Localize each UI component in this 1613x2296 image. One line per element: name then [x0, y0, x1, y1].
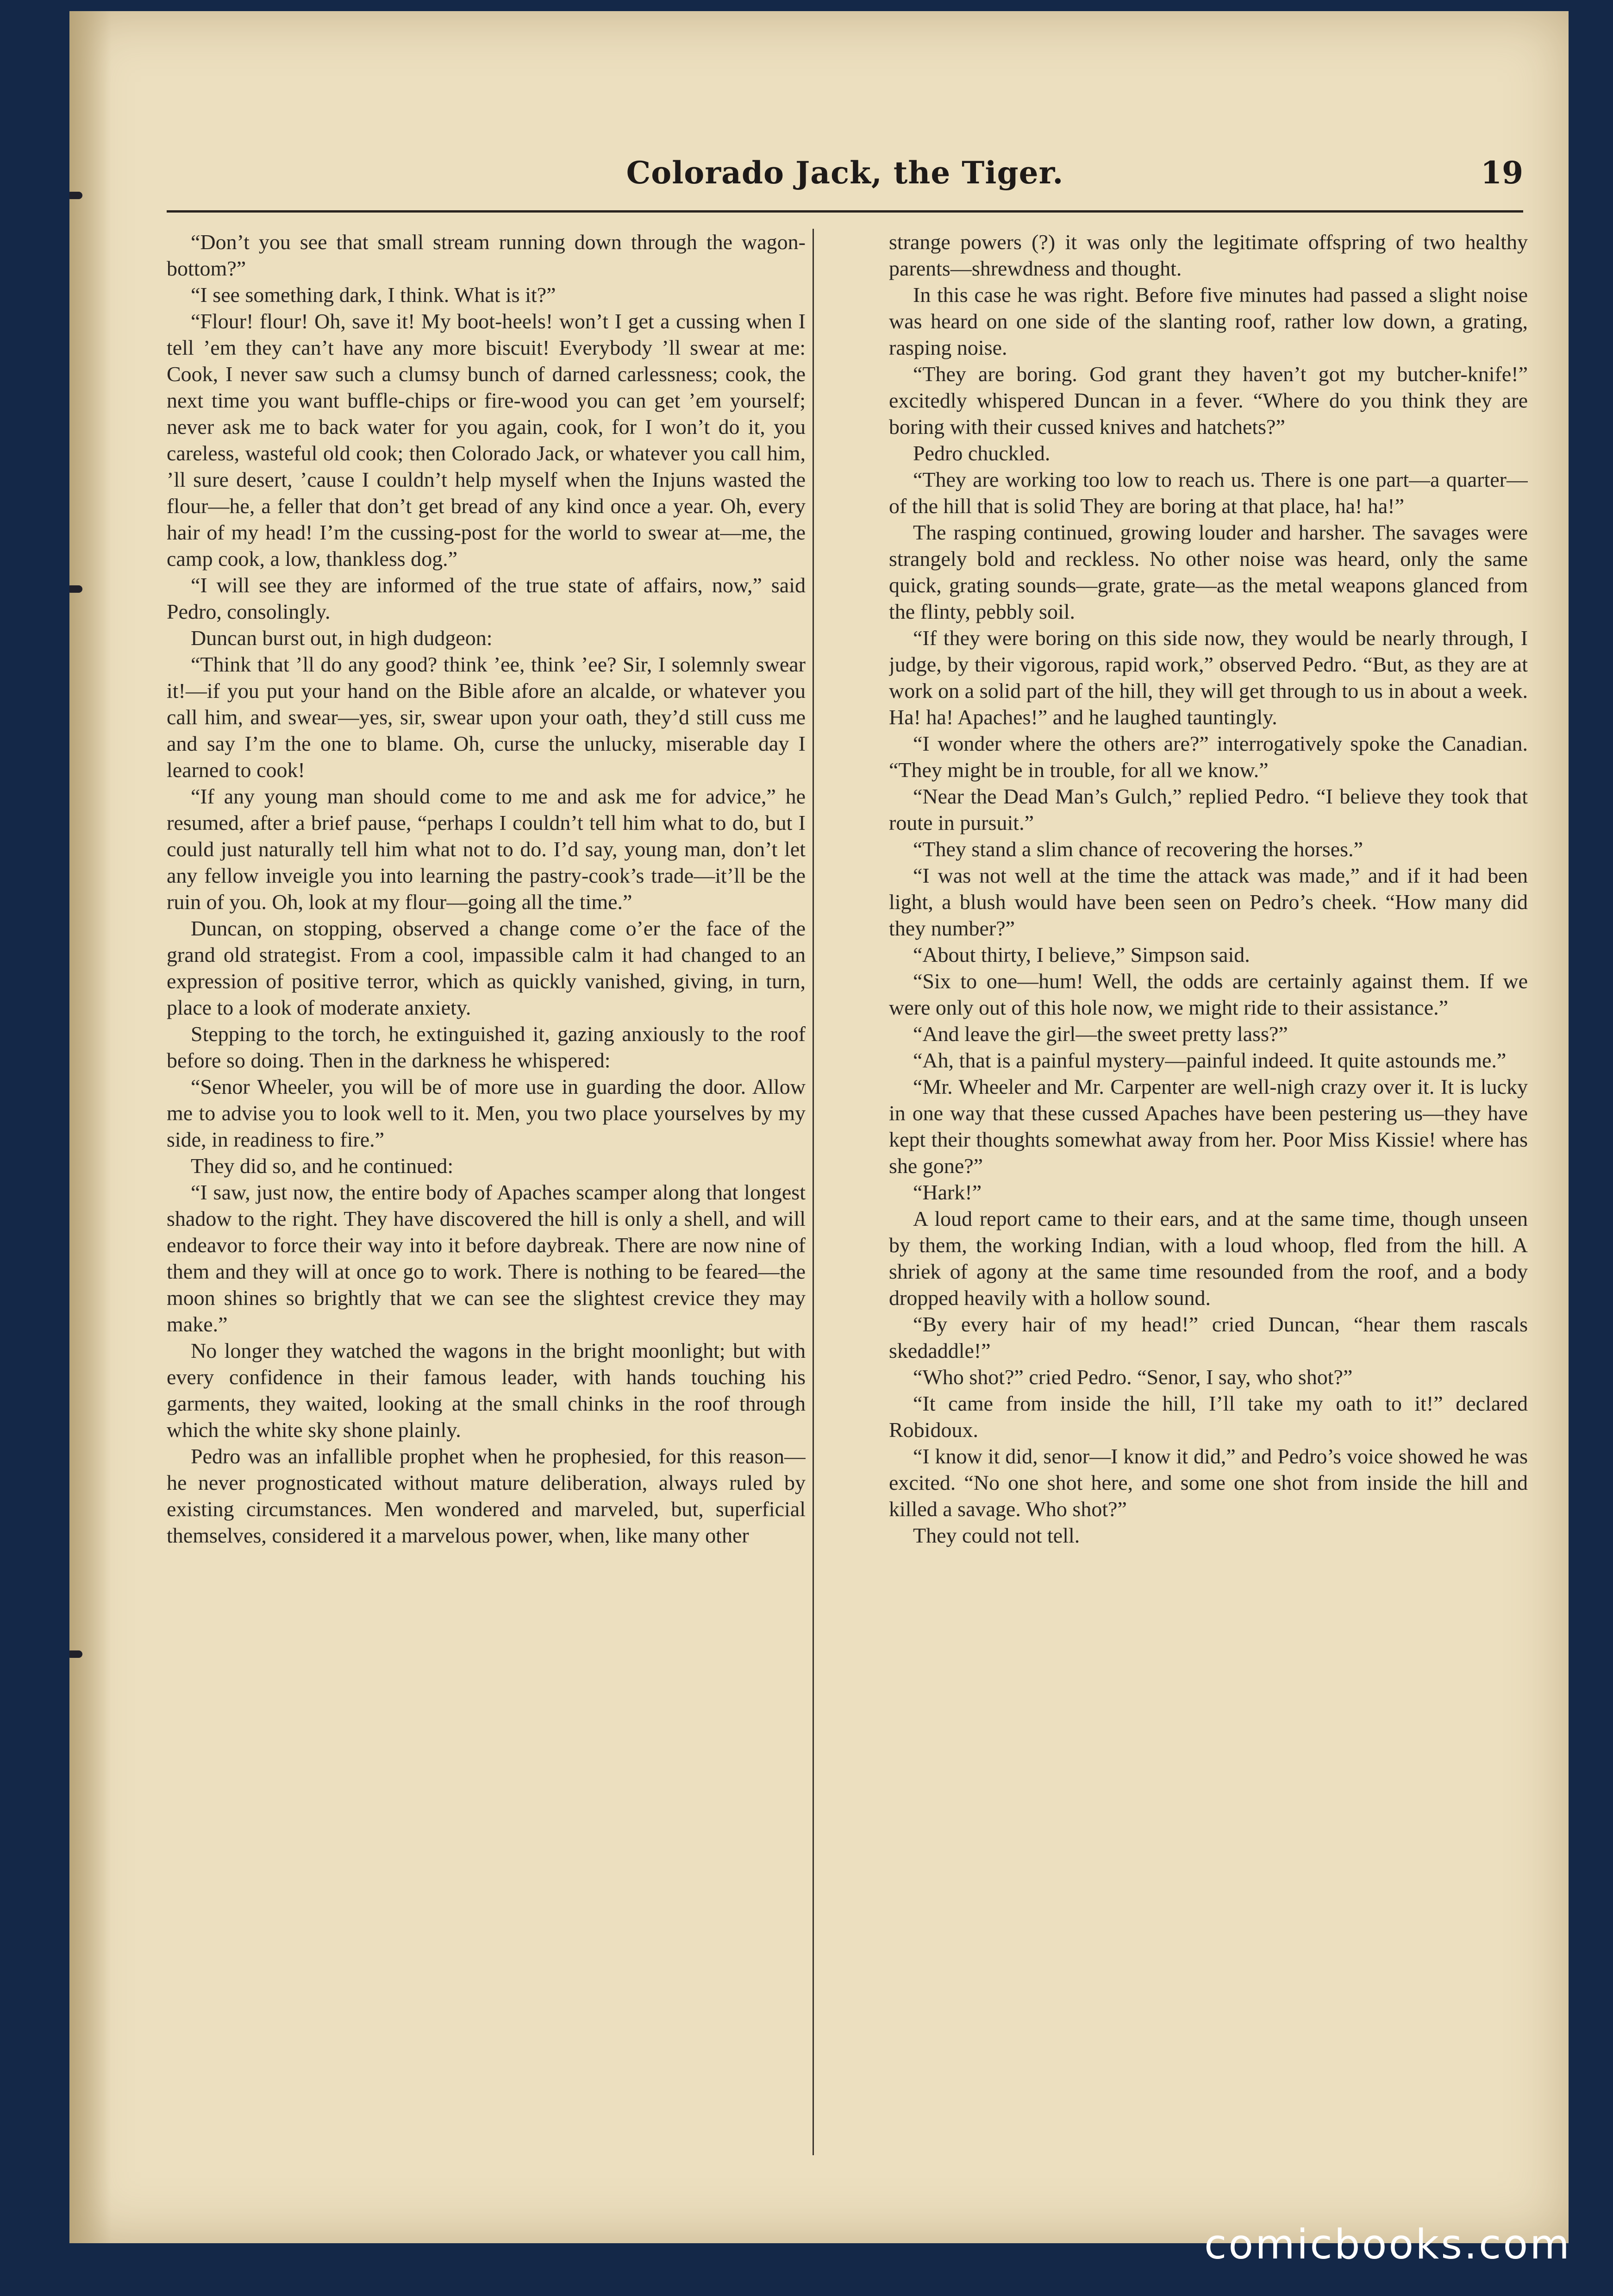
staple-mark	[69, 585, 82, 593]
paragraph: “Who shot?” cried Pedro. “Senor, I say, who shot?”	[913, 1365, 1353, 1389]
page-header	[167, 155, 1523, 206]
staple-mark	[69, 192, 82, 199]
paragraph: A loud report came to their ears, and at the same time, though unseen by them, the working Indian, with a loud whoop, fled from the hill. A shriek of agony at the same time resounded from the roof, and a body dropped heavily with a hollow sound.	[889, 1207, 1528, 1310]
paragraph: “They are boring. God grant they haven’t got my butcher-knife!” excitedly whispered Duncan in a fever. “Where do you think they are boring with their cussed knives and hatchets?”	[889, 362, 1528, 439]
paragraph: “Senor Wheeler, you will be of more use in guarding the door. Allow me to advise you to look well to it. Men, you two place yourselves by my side, in readiness to fire.”	[167, 1075, 806, 1151]
paragraph: Pedro chuckled.	[913, 441, 1050, 465]
header-rule	[167, 210, 1523, 213]
paragraph: “Don’t you see that small stream running down through the wagon-bottom?”	[167, 230, 806, 280]
paragraph: “Flour! flour! Oh, save it! My boot-heels! won’t I get a cussing when I tell ’em they can’t have any more biscuit! Everybody ’ll swear at me: Cook, I never saw such a clumsy bunch of darned carlessness; cook, the next time you want buffle-chips or fire-wood you can get ’em yourself; never ask me to back water for you again, cook, for I won’t do it, you careless, wasteful old cook; then Colorado Jack, or whatever you call him, ’ll sure desert, ’cause I couldn’t help myself when the Injuns wasted the flour—he, a feller that don’t get bread of any kind once a year. Oh, every hair of my head! I’m the cussing-post for the world to swear at—me, the camp cook, a low, thankless dog.”	[167, 309, 806, 571]
paragraph: “I see something dark, I think. What is it?”	[191, 283, 556, 307]
paragraph: “It came from inside the hill, I’ll take my oath to it!” declared Robidoux.	[889, 1392, 1528, 1442]
paragraph: strange powers (?) it was only the legitimate offspring of two healthy parents—shrewdness and thought.	[889, 230, 1528, 280]
paragraph: “I was not well at the time the attack was made,” and if it had been light, a blush would have been seen on Pedro’s cheek. “How many did they number?”	[889, 864, 1528, 940]
right-column	[889, 229, 1528, 2155]
running-title: Colorado Jack, the Tiger.	[626, 155, 1064, 191]
paragraph: “I wonder where the others are?” interrogatively spoke the Canadian. “They might be in trouble, for all we know.”	[889, 732, 1528, 782]
paragraph: Duncan, on stopping, observed a change come o’er the face of the grand old strategist. From a cool, impassible calm it had changed to an expression of positive terror, which as quickly vanished, giving, in turn, place to a look of moderate anxiety.	[167, 916, 806, 1019]
paragraph: The rasping continued, growing louder and harsher. The savages were strangely bold and reckless. No other noise was heard, only the same quick, grating sounds—grate, grate—as the metal weapons glanced from the flinty, pebbly soil.	[889, 521, 1528, 623]
paragraph: “If they were boring on this side now, they would be nearly through, I judge, by their vigorous, rapid work,” observed Pedro. “But, as they are at work on a solid part of the hill, they will get through to us in about a week. Ha! ha! Apaches!” and he laughed tauntingly.	[889, 626, 1528, 729]
magazine-page	[69, 11, 1569, 2243]
paragraph: Stepping to the torch, he extinguished it, gazing anxiously to the roof before so doing. Then in the darkness he whispered:	[167, 1022, 806, 1072]
paragraph: “Six to one—hum! Well, the odds are certainly against them. If we were only out of this hole now, we might ride to their assistance.”	[889, 969, 1528, 1019]
paragraph: “Mr. Wheeler and Mr. Carpenter are well-nigh crazy over it. It is lucky in one way that these cussed Apaches have been pestering us—they have kept their thoughts somewhat away from her. Poor Miss Kissie! where has she gone?”	[889, 1075, 1528, 1178]
paragraph: No longer they watched the wagons in the bright moonlight; but with every confidence in their famous leader, with hands touching his garments, they waited, looking at the small chinks in the roof through which the white sky shone plainly.	[167, 1339, 806, 1442]
paragraph: They did so, and he continued:	[191, 1154, 454, 1178]
paragraph: In this case he was right. Before five minutes had passed a slight noise was heard on one side of the slanting roof, rather low down, a grating, rasping noise.	[889, 283, 1528, 359]
binding-edge	[69, 11, 111, 2243]
paragraph: “Ah, that is a painful mystery—painful indeed. It quite astounds me.”	[913, 1048, 1507, 1072]
paragraph: “If any young man should come to me and ask me for advice,” he resumed, after a brief pause, “perhaps I couldn’t tell him what to do, but I could just naturally tell him what not to do. I’d say, young man, don’t let any fellow inveigle you into learning the pastry-cook’s trade—it’ll be the ruin of you. Oh, look at my flour—going all the time.”	[167, 784, 806, 914]
site-watermark: comicbooks.com	[1204, 2221, 1571, 2268]
paragraph: “I know it did, senor—I know it did,” and Pedro’s voice showed he was excited. “No one shot here, and some one shot from inside the hill and killed a savage. Who shot?”	[889, 1444, 1528, 1521]
paragraph: “Hark!”	[913, 1180, 982, 1204]
paragraph: “By every hair of my head!” cried Duncan, “hear them rascals skedaddle!”	[889, 1312, 1528, 1362]
paragraph: “I will see they are informed of the true state of affairs, now,” said Pedro, consolingly.	[167, 573, 806, 623]
staple-mark	[69, 1650, 82, 1658]
paragraph: Duncan burst out, in high dudgeon:	[191, 626, 493, 650]
paragraph: “They stand a slim chance of recovering the horses.”	[913, 837, 1363, 861]
paragraph: Pedro was an infallible prophet when he prophesied, for this reason—he never prognosticated without mature deliberation, always ruled by existing circumstances. Men wondered and marveled, but, superficial themselves, considered it a marvelous power, when, like many other	[167, 1444, 806, 1547]
left-column	[167, 229, 806, 2155]
paragraph: “And leave the girl—the sweet pretty lass?”	[913, 1022, 1288, 1046]
paragraph: “Think that ’ll do any good? think ’ee, think ’ee? Sir, I solemnly swear it!—if you put your hand on the Bible afore an alcalde, or whatever you call him, and swear—yes, sir, swear upon your oath, they’d still cuss me and say I’m the one to blame. Oh, curse the unlucky, miserable day I learned to cook!	[167, 652, 806, 782]
page-number: 19	[1481, 155, 1523, 191]
paragraph: “They are working too low to reach us. There is one part—a quarter—of the hill that is solid They are boring at that place, ha! ha!”	[889, 468, 1528, 518]
column-divider	[813, 229, 814, 2155]
paragraph: They could not tell.	[913, 1524, 1080, 1547]
paragraph: “About thirty, I believe,” Simpson said.	[913, 943, 1250, 966]
paragraph: “I saw, just now, the entire body of Apaches scamper along that longest shadow to the right. They have discovered the hill is only a shell, and will endeavor to force their way into it before daybreak. There are now nine of them and they will at once go to work. There is nothing to be feared—the moon shines so brightly that we can see the slightest crevice they may make.”	[167, 1180, 806, 1336]
paragraph: “Near the Dead Man’s Gulch,” replied Pedro. “I believe they took that route in pursuit.”	[889, 784, 1528, 834]
